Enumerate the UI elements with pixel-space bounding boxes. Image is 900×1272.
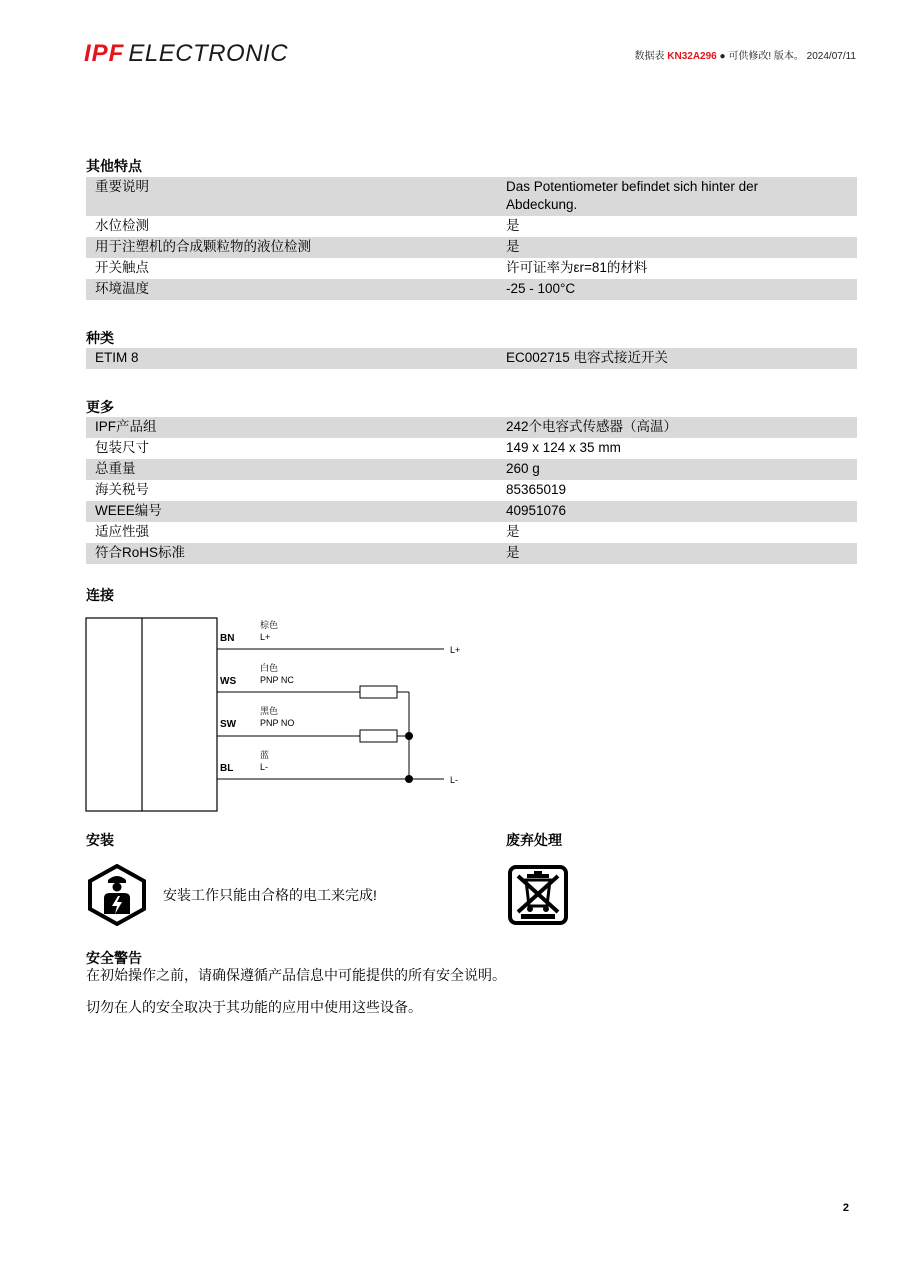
row-key: 包装尺寸 [95,440,149,455]
row-value: 85365019 [506,482,567,497]
table-row [86,543,857,564]
row-key: 用于注塑机的合成颗粒物的液位检测 [95,239,311,254]
wire-color-sw: 黑色 [260,706,279,716]
table-row [86,438,857,459]
wire-code-bl: BL [220,763,234,774]
wire-code-ws: WS [220,676,237,687]
disposal-title: 废弃处理 [506,832,562,848]
wire-code-bn: BN [220,633,235,644]
more-title: 更多 [86,399,114,415]
doc-code: KN32A296 [667,51,717,62]
row-value: 是 [506,239,520,254]
crossed-bin-icon [507,864,569,931]
safety-text-2: 切勿在人的安全取决于其功能的应用中使用这些设备。 [86,999,422,1015]
load-resistor-ws [360,686,397,698]
doc-suffix: ● 可供修改! 版本。 2024/07/11 [719,51,856,62]
row-key: IPF产品组 [95,419,157,434]
row-value: 许可证率为εr=81的材料 [506,260,648,275]
row-value: 是 [506,524,520,539]
row-value: -25 - 100°C [506,281,576,296]
wire-color-bn: 棕色 [260,620,279,630]
row-key: 开关触点 [95,260,149,275]
table-row [86,417,857,438]
row-key: 海关税号 [95,482,149,497]
row-value: Das Potentiometer befindet sich hinter der Abdeckung. [506,179,759,212]
safety-text-1: 在初始操作之前，请确保遵循产品信息中可能提供的所有安全说明。 [86,967,506,983]
table-row [86,216,857,237]
electrician-icon [86,864,148,931]
category-title: 种类 [86,330,114,346]
row-value: 是 [506,218,520,233]
wire-color-ws: 白色 [260,663,279,673]
row-key: ETIM 8 [95,350,139,365]
features-title: 其他特点 [86,158,142,174]
brand-logo [84,40,288,68]
row-value: 149 x 124 x 35 mm [506,440,621,455]
brand-logo-ipf: IPF [84,40,125,67]
table-row [86,522,857,543]
safety-title: 安全警告 [86,950,142,966]
junction-dot [405,732,413,740]
wire-function-bl: L- [260,762,269,772]
wire-function-bn: L+ [260,632,271,642]
sensor-body [86,618,217,811]
installation-text: 安装工作只能由合格的电工来完成! [163,887,377,903]
table-row [86,501,857,522]
table-row [86,237,857,258]
row-value: 40951076 [506,503,567,518]
junction-dot [405,775,413,783]
connection-title: 连接 [86,587,114,603]
row-value: 242个电容式传感器（高温） [506,419,678,434]
table-row [86,258,857,279]
more-table [86,417,857,564]
row-key: 适应性强 [95,524,149,539]
table-row [86,177,857,216]
category-table [86,348,857,369]
row-key: 环境温度 [95,281,149,296]
document-header-info [634,47,856,62]
table-row [86,348,857,369]
brand-logo-text: ELECTRONIC [128,40,289,67]
row-key: 水位检测 [95,218,149,233]
doc-prefix: 数据表 [634,51,665,62]
row-key: 符合RoHS标准 [95,545,186,560]
table-row [86,480,857,501]
installation-title: 安装 [86,832,114,848]
table-row [86,459,857,480]
table-row [86,279,857,300]
row-value: 是 [506,545,520,560]
terminal-lplus: L+ [450,645,461,655]
page-number: 2 [842,1202,849,1214]
row-value: 260 g [506,461,540,476]
row-value: EC002715 电容式接近开关 [506,350,669,365]
row-key: 重要说明 [95,179,149,194]
row-key: WEEE编号 [95,503,162,518]
wire-code-sw: SW [220,719,237,730]
wire-color-bl: 蓝 [260,750,270,760]
row-key: 总重量 [95,461,136,476]
features-table [86,177,857,300]
wiring-diagram [84,612,484,817]
load-resistor-sw [360,730,397,742]
wire-function-sw: PNP NO [260,718,295,728]
terminal-lminus: L- [450,775,459,785]
wire-function-ws: PNP NC [260,675,294,685]
